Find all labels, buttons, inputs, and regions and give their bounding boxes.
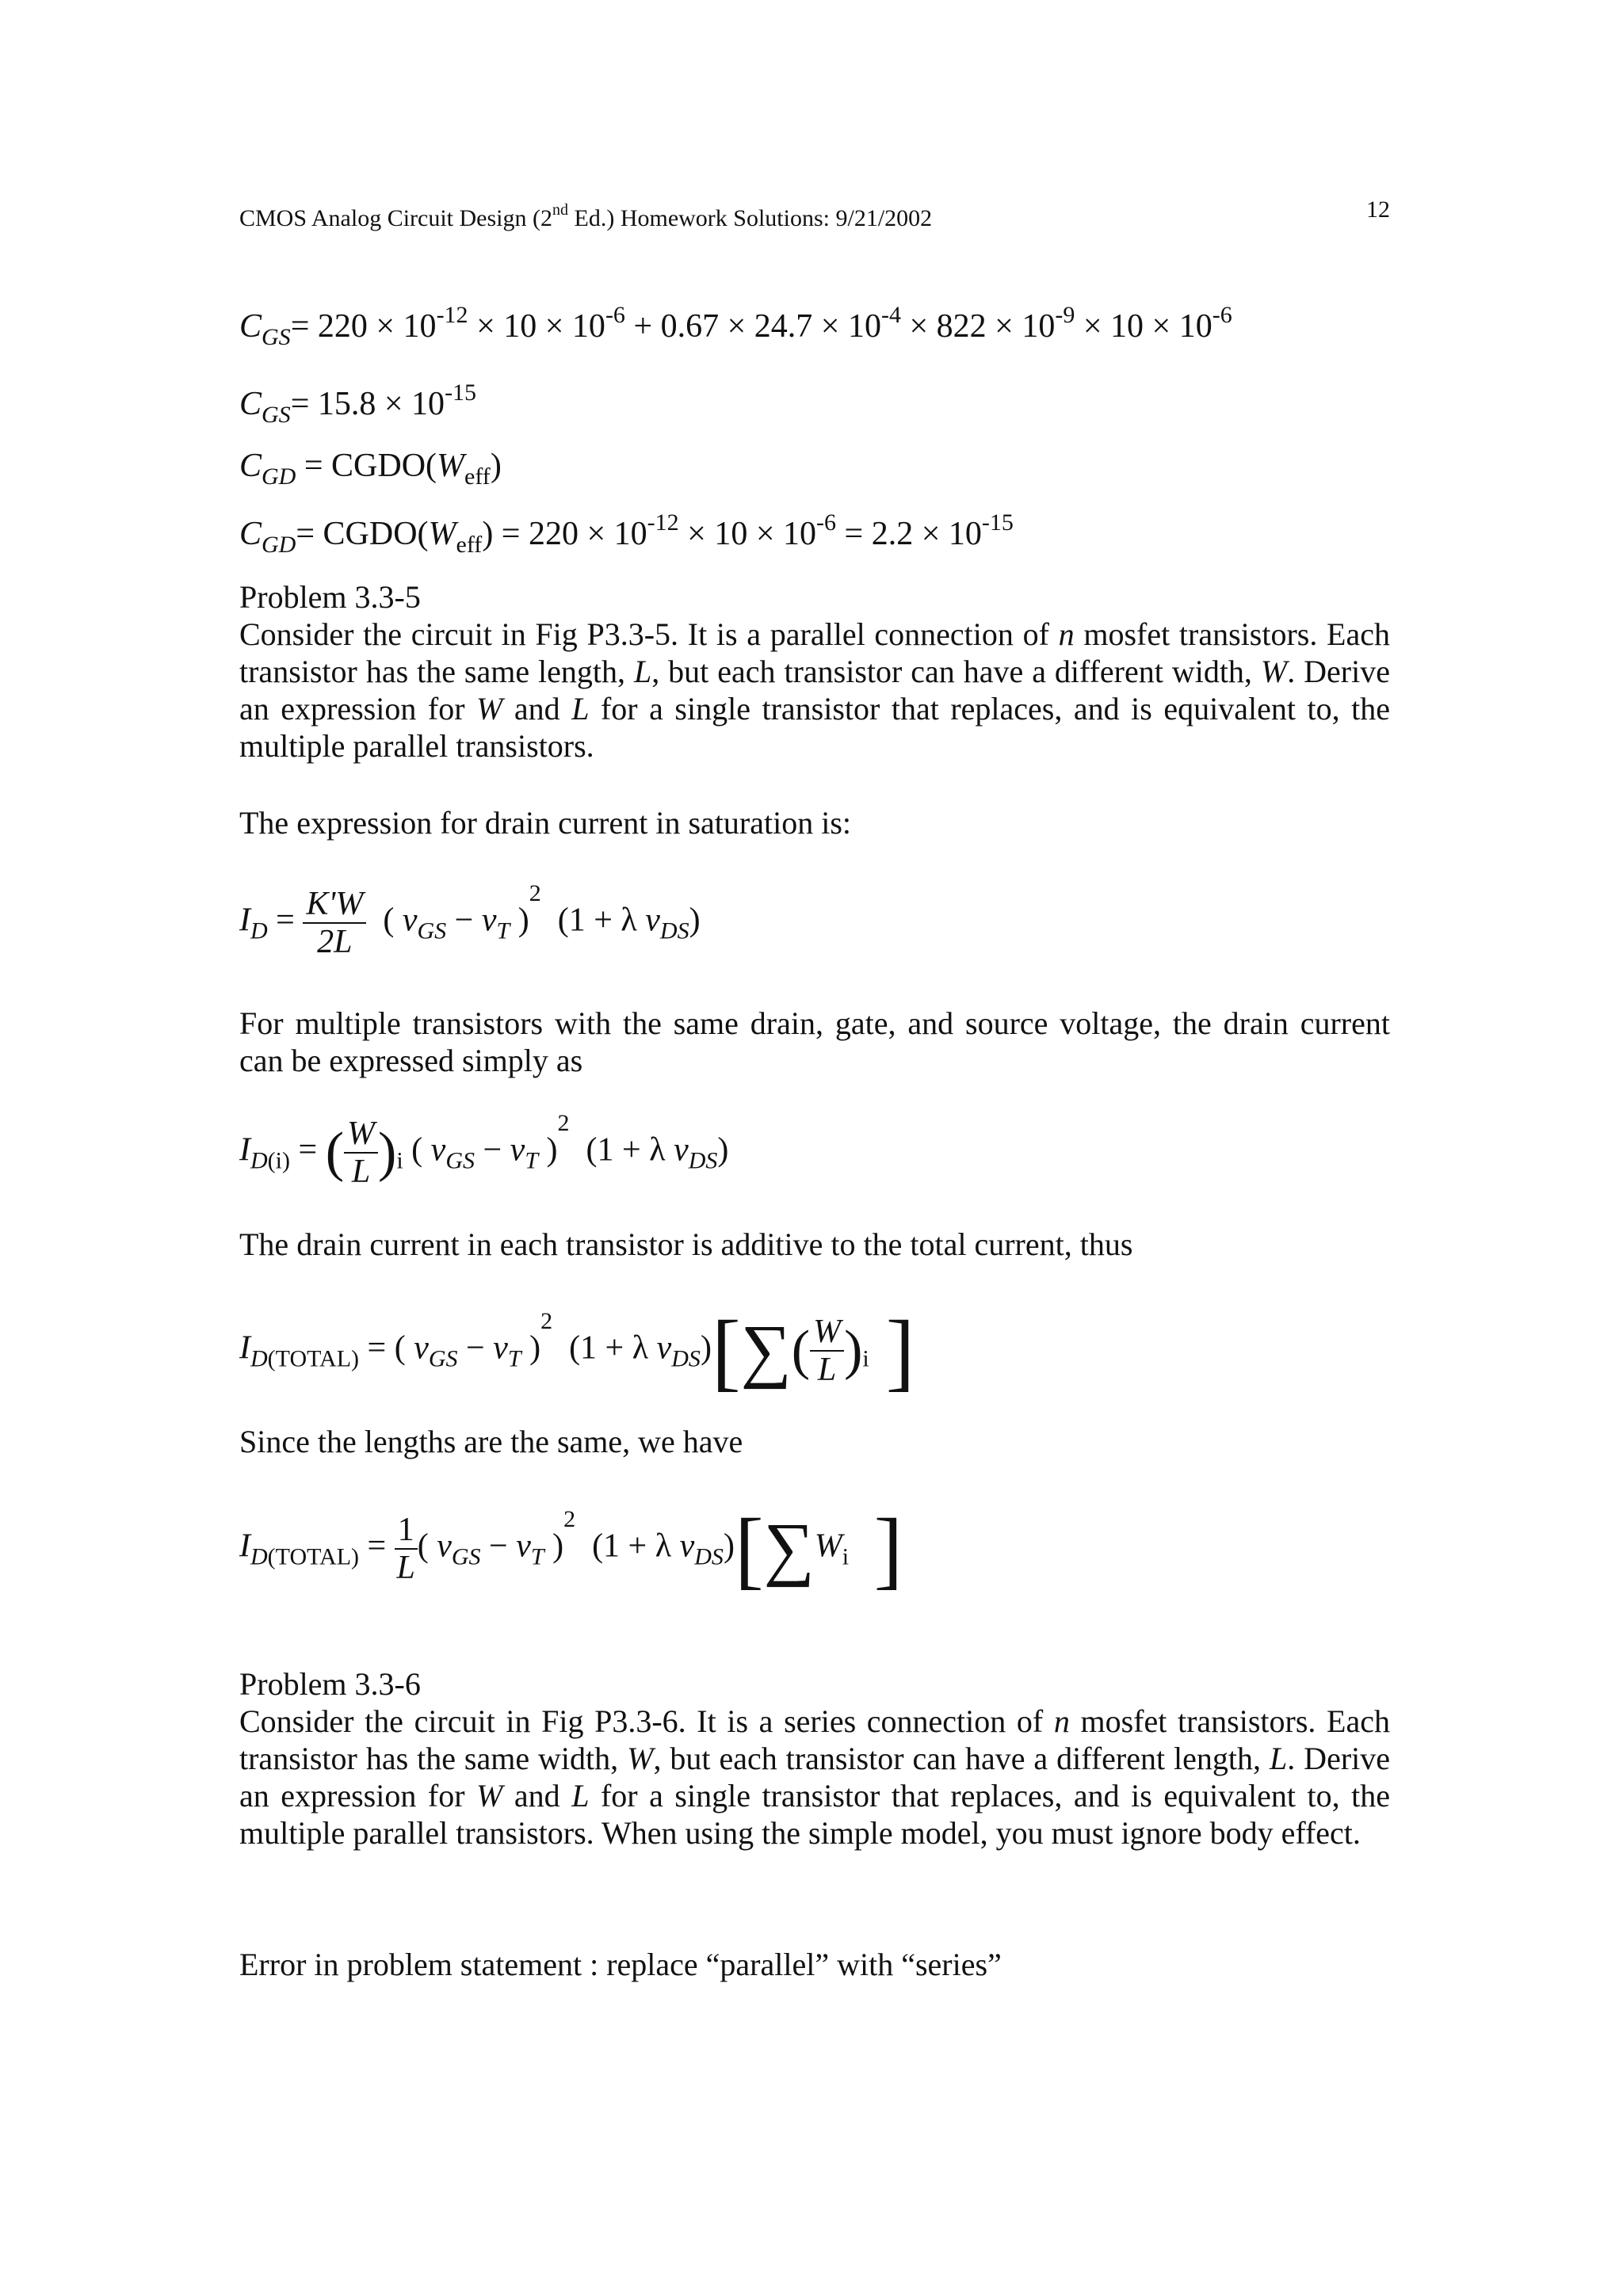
fraction-1-l: $\frac{1}{L}$ [395,1513,418,1585]
page-header [239,194,1390,235]
same-lengths-intro: Since the lengths are the same, we have [239,1424,743,1459]
problem-heading: Problem 3.3-6 [239,1666,421,1702]
saturation-intro: The expression for drain current in saturation is: [239,805,851,841]
equation-id-total-1: $I_{D(TOTAL)}$ = ( $v_{GS} - v_T$ )$^2$ (1 + λ $v_{DS})[\sum$( $\frac{W}{L}$ )$_i$ ] [239,1302,915,1399]
problem-statement: Consider the circuit in Fig P3.3-6. It is a series connection of n mosfet transistors. Each transistor has the same width, W, but each transistor can have a different length, L. Derive an expression for W and L for a single transistor that replaces, and is equivalent to, the multiple parallel transistors. When using the simple model, you must ignore body effect. [239,1703,1391,1851]
equation-cgd-2: $C_{GD}=$ $CGDO(W_{eff}) = 220 \times 10^{-12} \times 10 \times 10^{-6} = 2.2 \times 10^{-15}$ [239,509,1014,558]
erratum-note: Error in problem statement : replace “parallel” with “series” [239,1947,1002,1982]
problem-heading: Problem 3.3-5 [239,579,421,615]
equation-cgd-1: $C_{GD}$ = $CGDO(W_{eff})$ [239,448,502,490]
fraction-kw-2l: $\frac{K'W}{2L}$ [303,887,366,959]
additive-intro: The drain current in each transistor is additive to the total current, thus [239,1226,1133,1262]
problem-3-3-6 [239,1665,1390,1852]
fraction-w-l: $\frac{W}{L}$ [344,1117,378,1188]
fraction-w-l-sum: $\frac{W}{L}$ [810,1315,844,1386]
problem-statement: Consider the circuit in Fig P3.3-5. It is a parallel connection of n mosfet transistors. Each transistor has the same length, L, but each transistor can have a different width, W. Derive an expression for W and L for a single transistor that replaces, and is equivalent to, the multiple parallel transistors. [239,616,1391,764]
equation-cgs-2: $C_{GS}= 15.8 \times 10^{-15}$ [239,379,477,428]
equation-id-total-2: $I_{D(TOTAL)}$ = $\frac{1}{L}$ ( $v_{GS} - v_T$ )$^2$ (1 + λ $v_{DS})[\sum W_i$ ] [239,1501,903,1597]
equation-cgs-1: $C_{GS}= 220 \times 10^{-12} \times 10 \times 10^{-6} + 0.67 \times 24.7 \times 10^{-4} \times 822 \times 10^{-9} \times 10 \times 10^{-6}$ [239,302,1232,350]
problem-3-3-5 [239,578,1390,765]
header-title: CMOS Analog Circuit Design (2nd Ed.) Homework Solutions: 9/21/2002 [239,201,933,231]
equation-id-saturation: $I_D$ = $\frac{K'W}{2L}$ ( $v_{GS} - v_T$ )$^2$ (1 + λ $v_{DS}$) [239,879,701,960]
equation-id-i: $I_{D(i)}$ = ( $\frac{W}{L}$ )$_i$ ( $v_{GS} - v_T$ )$^2$ (1 + λ $v_{DS}$) [239,1109,729,1190]
multi-transistor-intro: For multiple transistors with the same drain, gate, and source voltage, the drain current can be expressed simply as [239,1005,1390,1078]
page-number: 12 [1366,196,1390,223]
